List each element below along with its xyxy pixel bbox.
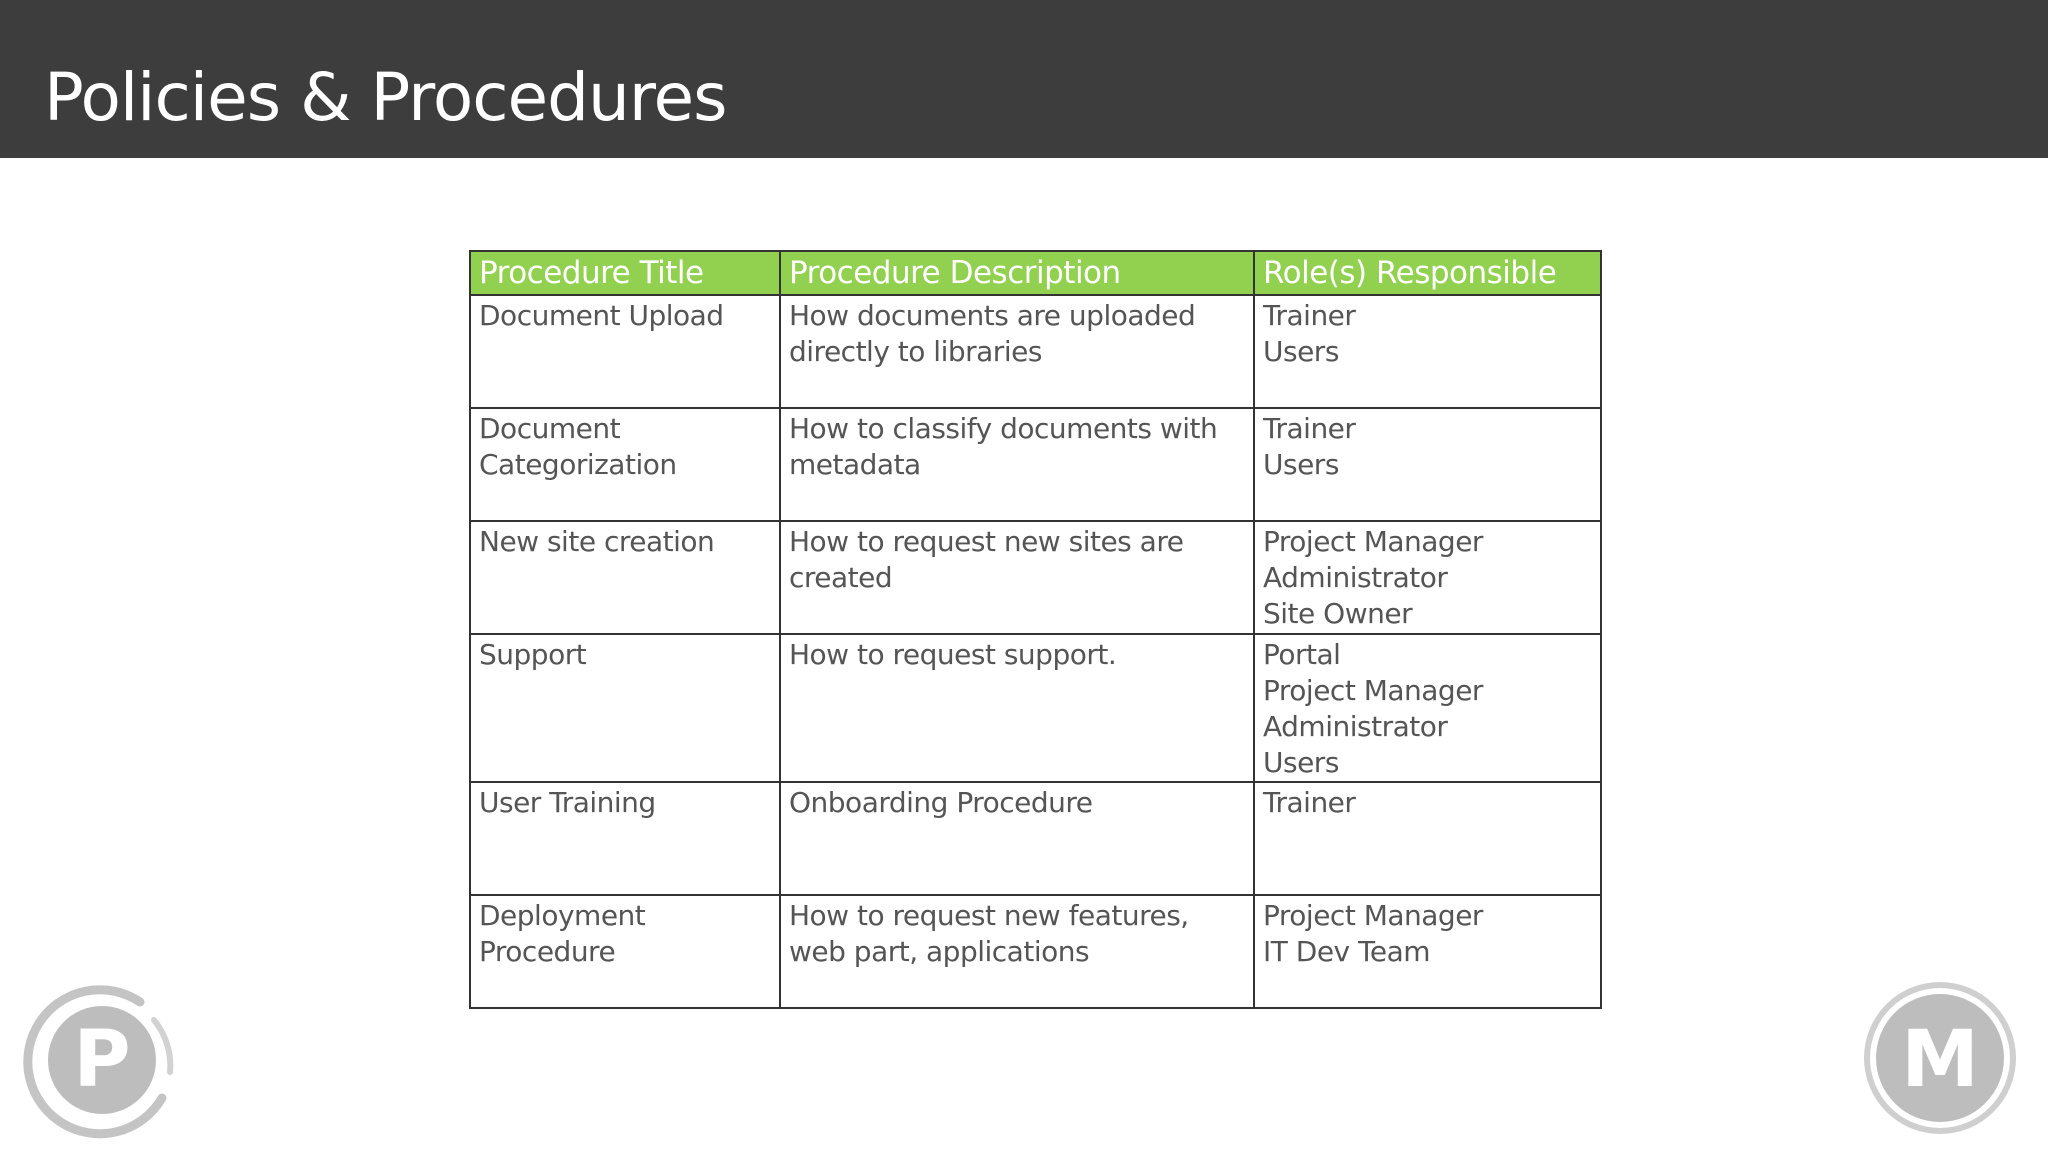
procedure-description-cell: Onboarding Procedure bbox=[780, 782, 1254, 895]
procedure-title-cell: User Training bbox=[470, 782, 780, 895]
role-item: Project Manager bbox=[1263, 674, 1483, 707]
table-row bbox=[470, 634, 1601, 782]
procedure-title-cell: Deployment Procedure bbox=[470, 895, 780, 1008]
roles-cell bbox=[1254, 295, 1601, 408]
role-item: Site Owner bbox=[1263, 597, 1413, 630]
table-row bbox=[470, 408, 1601, 521]
procedure-description-cell: How to request new features, web part, applications bbox=[780, 895, 1254, 1008]
m-logo-icon bbox=[1860, 978, 2020, 1138]
role-item: Users bbox=[1263, 746, 1339, 779]
title-bar bbox=[0, 0, 2048, 158]
role-item: Administrator bbox=[1263, 710, 1448, 743]
roles-cell bbox=[1254, 408, 1601, 521]
procedures-table bbox=[469, 250, 1602, 1009]
roles-cell bbox=[1254, 521, 1601, 634]
procedure-title-cell: Document Upload bbox=[470, 295, 780, 408]
role-item: IT Dev Team bbox=[1263, 935, 1431, 968]
roles-cell bbox=[1254, 634, 1601, 782]
table-row bbox=[470, 295, 1601, 408]
role-item: Trainer bbox=[1263, 412, 1356, 445]
procedure-title-cell: New site creation bbox=[470, 521, 780, 634]
table-header-row bbox=[470, 251, 1601, 295]
p-logo-icon bbox=[22, 980, 182, 1140]
role-item: Administrator bbox=[1263, 561, 1448, 594]
role-item: Project Manager bbox=[1263, 525, 1483, 558]
slide-title: Policies & Procedures bbox=[44, 59, 727, 136]
table-row bbox=[470, 782, 1601, 895]
table-row bbox=[470, 521, 1601, 634]
procedure-description-cell: How to request new sites are created bbox=[780, 521, 1254, 634]
role-item: Users bbox=[1263, 335, 1339, 368]
svg-text:M: M bbox=[1901, 1015, 1979, 1105]
roles-cell bbox=[1254, 782, 1601, 895]
column-header-procedure-description: Procedure Description bbox=[780, 251, 1254, 295]
procedure-description-cell: How to classify documents with metadata bbox=[780, 408, 1254, 521]
role-item: Portal bbox=[1263, 638, 1341, 671]
procedure-description-cell: How documents are uploaded directly to libraries bbox=[780, 295, 1254, 408]
role-item: Trainer bbox=[1263, 786, 1356, 819]
procedure-title-cell: Support bbox=[470, 634, 780, 782]
column-header-procedure-title: Procedure Title bbox=[470, 251, 780, 295]
svg-text:P: P bbox=[73, 1015, 131, 1105]
procedure-description-cell: How to request support. bbox=[780, 634, 1254, 782]
roles-cell bbox=[1254, 895, 1601, 1008]
role-item: Project Manager bbox=[1263, 899, 1483, 932]
role-item: Users bbox=[1263, 448, 1339, 481]
role-item: Trainer bbox=[1263, 299, 1356, 332]
procedure-title-cell: Document Categorization bbox=[470, 408, 780, 521]
column-header-roles-responsible: Role(s) Responsible bbox=[1254, 251, 1601, 295]
table-row bbox=[470, 895, 1601, 1008]
